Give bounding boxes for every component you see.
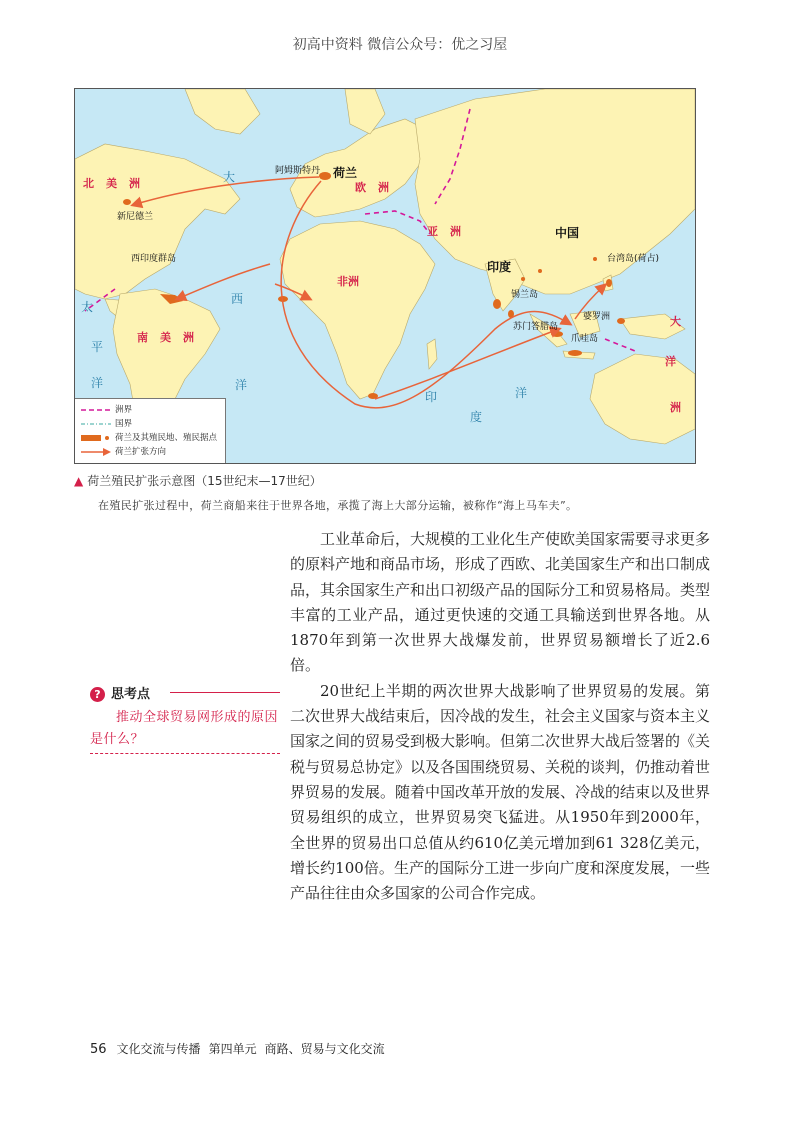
label-south-america: 南美洲 bbox=[137, 331, 206, 344]
caption-title: 荷兰殖民扩张示意图（15世纪末—17世纪） bbox=[87, 474, 322, 488]
think-point-box bbox=[90, 683, 280, 754]
label-atlantic-2: 西 bbox=[231, 292, 244, 306]
label-oceania-1: 大 bbox=[670, 315, 681, 328]
moluccas-territory bbox=[617, 318, 625, 324]
question-icon: ? bbox=[90, 687, 105, 702]
think-point-question: 推动全球贸易网形成的原因是什么？ bbox=[90, 710, 279, 747]
label-pacific-1: 太 bbox=[81, 300, 94, 314]
think-point-rule bbox=[170, 692, 280, 693]
label-sumatra: 苏门答腊岛 bbox=[513, 322, 559, 332]
map-legend bbox=[75, 398, 226, 463]
label-new-netherland: 新尼德兰 bbox=[117, 212, 154, 222]
label-borneo: 婆罗洲 bbox=[583, 312, 611, 322]
legend-expansion-direction: 荷兰扩张方向 bbox=[81, 445, 166, 459]
label-atlantic-3: 洋 bbox=[235, 378, 248, 392]
label-netherlands: 荷兰 bbox=[333, 166, 358, 180]
footer-unit-title: 商路、贸易与文化交流 bbox=[264, 1042, 385, 1056]
netherlands-territory bbox=[319, 172, 331, 180]
label-west-indies: 西印度群岛 bbox=[131, 254, 177, 264]
main-text bbox=[290, 527, 710, 906]
think-point-bottom-rule bbox=[90, 753, 280, 754]
label-africa: 非洲 bbox=[337, 275, 359, 288]
label-oceania-3: 洲 bbox=[670, 401, 681, 414]
legend-national-boundary: 国界 bbox=[115, 419, 133, 429]
paragraph-1: 工业革命后，大规模的工业化生产使欧美国家需要寻求更多的原料产地和商品市场，形成了西欧、北美国家生产和出口制成品，其余国家生产和出口初级产品的国际分工和贸易格局。类型丰富的工业产品，通过更快速的交通工具输送到世界各地。从1870年到第一次世界大战爆发前，世界贸易额增长了近2.6倍。 bbox=[290, 530, 711, 675]
dutch-expansion-map bbox=[74, 88, 696, 464]
new-netherland-territory bbox=[123, 199, 131, 205]
trading-post bbox=[593, 257, 597, 261]
label-china: 中国 bbox=[555, 226, 580, 240]
label-asia: 亚洲 bbox=[427, 225, 473, 238]
label-pacific-2: 平 bbox=[91, 340, 104, 354]
page-number: 56 bbox=[90, 1042, 107, 1057]
label-india: 印度 bbox=[487, 260, 512, 274]
trading-post bbox=[538, 269, 542, 273]
label-europe: 欧洲 bbox=[355, 181, 401, 194]
figure-caption bbox=[74, 472, 322, 489]
trading-post bbox=[521, 277, 525, 281]
caption-description: 在殖民扩张过程中，荷兰商船来往于世界各地，承揽了海上大部分运输，被称作“海上马车夫”。 bbox=[98, 499, 578, 512]
page-header: 初高中资料 微信公众号：优之习屋 bbox=[292, 37, 508, 53]
label-ceylon: 锡兰岛 bbox=[511, 290, 539, 300]
legend-dutch-territory: 荷兰及其殖民地、殖民据点 bbox=[81, 431, 217, 445]
footer-unit: 第四单元 bbox=[208, 1042, 257, 1056]
label-atlantic-1: 大 bbox=[223, 170, 236, 184]
label-indian-2: 度 bbox=[470, 410, 483, 424]
caption-triangle-icon: ▲ bbox=[74, 474, 84, 488]
legend-continent-boundary: 洲界 bbox=[115, 405, 133, 415]
java-territory bbox=[568, 350, 582, 356]
footer-book: 文化交流与传播 bbox=[116, 1042, 201, 1056]
label-indian-3: 洋 bbox=[515, 386, 528, 400]
think-point-heading bbox=[90, 683, 280, 703]
label-oceania-2: 洋 bbox=[665, 355, 676, 368]
label-taiwan: 台湾岛(荷占) bbox=[607, 254, 660, 264]
paragraph-2: 20世纪上半期的两次世界大战影响了世界贸易的发展。第二次世界大战结束后，因冷战的发生，社会主义国家与资本主义国家之间的贸易受到极大影响。但第二次世界大战后签署的《关税与贸易总协定》以及各国围绕贸易、关税的谈判，仍推动着世界贸易的发展。随着中国改革开放的发展、冷战的结束以及世界贸易组织的成立，世界贸易突飞猛进。从1950年到2000年，全世界的贸易出口总值从约610亿美元增加到61 328亿美元，增长约100倍。生产的国际分工进一步向广度和深度发展，一些产品往往由众多国家的公司合作完成。 bbox=[290, 681, 711, 903]
label-amsterdam: 阿姆斯特丹 bbox=[275, 166, 321, 176]
label-indian-1: 印 bbox=[425, 390, 438, 404]
think-point-title: 思考点 bbox=[111, 687, 151, 702]
taiwan-territory bbox=[606, 279, 612, 287]
label-pacific-3: 洋 bbox=[91, 376, 104, 390]
india-territory bbox=[493, 299, 501, 309]
page-footer bbox=[90, 1040, 385, 1057]
label-north-america: 北美洲 bbox=[83, 177, 152, 190]
label-java: 爪哇岛 bbox=[571, 334, 599, 344]
